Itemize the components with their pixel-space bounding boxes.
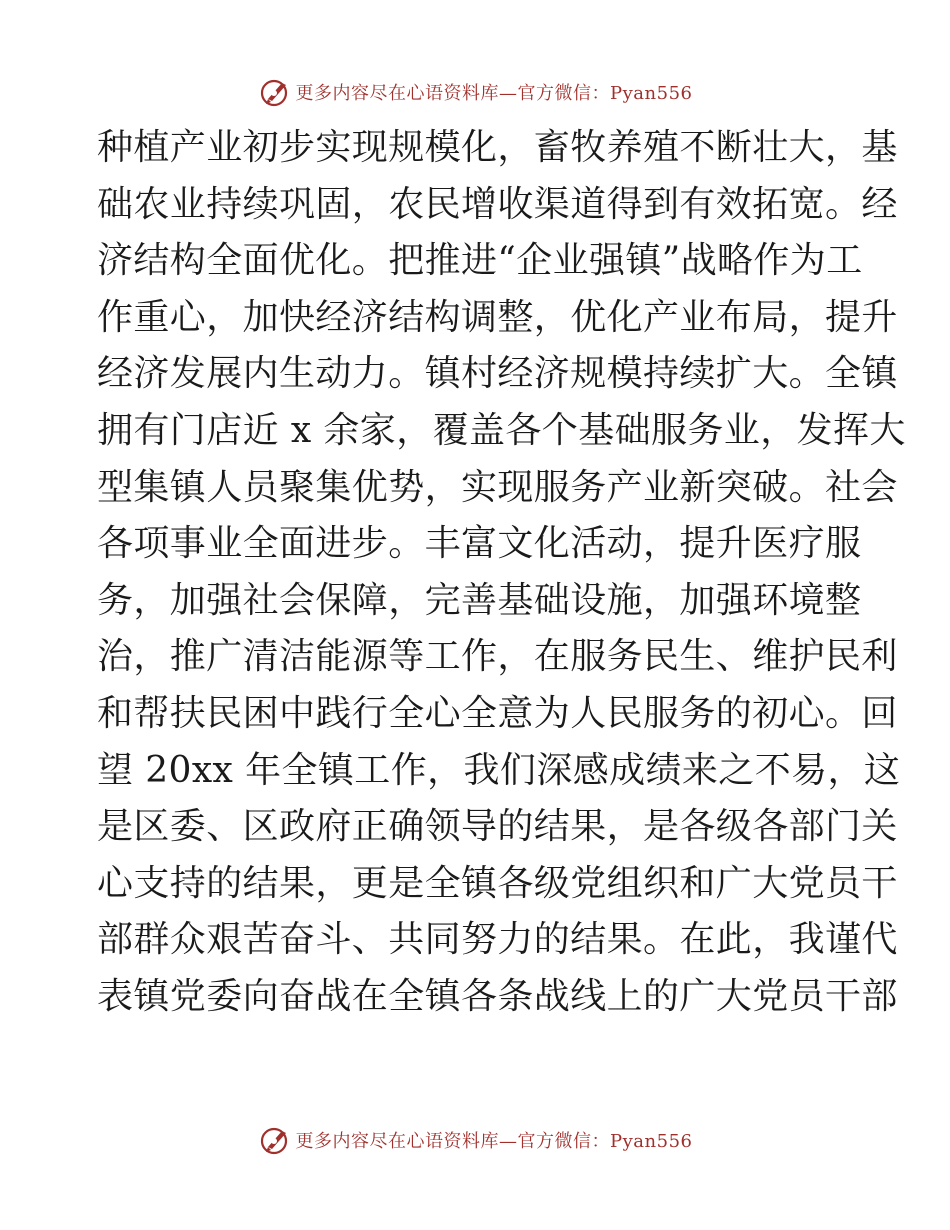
- header-banner-inner: [258, 75, 693, 109]
- body-line: 种植产业初步实现规模化，畜牧养殖不断壮大，基: [97, 127, 898, 168]
- body-line: 治，推广清洁能源等工作，在服务民生、维护民利: [97, 636, 898, 678]
- pen-logo-icon: [258, 1123, 292, 1157]
- body-line: 务，加强社会保障，完善基础设施，加强环境整: [97, 579, 862, 621]
- document-body: [97, 120, 906, 1026]
- body-line: 济结构全面优化。把推进“企业强镇”战略作为工: [97, 240, 863, 282]
- body-line: 是区委、区政府正确领导的结果，是各级各部门关: [97, 806, 898, 848]
- body-line: 作重心，加快经济结构调整，优化产业布局，提升: [97, 296, 898, 338]
- pen-logo-icon: [258, 75, 292, 109]
- footer-watermark-banner: [0, 1120, 950, 1160]
- body-line: 础农业持续巩固，农民增收渠道得到有效拓宽。经: [97, 183, 898, 225]
- footer-banner-text: 更多内容尽在心语资料库—官方微信：Pyan556: [295, 1131, 693, 1152]
- footer-banner-inner: [258, 1123, 693, 1157]
- body-line: 各项事业全面进步。丰富文化活动，提升医疗服: [97, 523, 862, 565]
- body-line: 望 20xx 年全镇工作，我们深感成绩来之不易，这: [97, 749, 901, 791]
- body-line: 表镇党委向奋战在全镇各条战线上的广大党员干部: [97, 975, 898, 1017]
- header-banner-text: 更多内容尽在心语资料库—官方微信：Pyan556: [295, 83, 693, 104]
- body-line: 拥有门店近 x 余家，覆盖各个基础服务业，发挥大: [97, 409, 906, 451]
- body-line: 型集镇人员聚集优势，实现服务产业新突破。社会: [97, 466, 898, 508]
- body-line: 部群众艰苦奋斗、共同努力的结果。在此，我谨代: [97, 919, 898, 961]
- body-line: 和帮扶民困中践行全心全意为人民服务的初心。回: [97, 692, 898, 734]
- body-line: 经济发展内生动力。镇村经济规模持续扩大。全镇: [97, 353, 898, 395]
- body-line: 心支持的结果，更是全镇各级党组织和广大党员干: [97, 862, 898, 904]
- header-watermark-banner: [0, 72, 950, 112]
